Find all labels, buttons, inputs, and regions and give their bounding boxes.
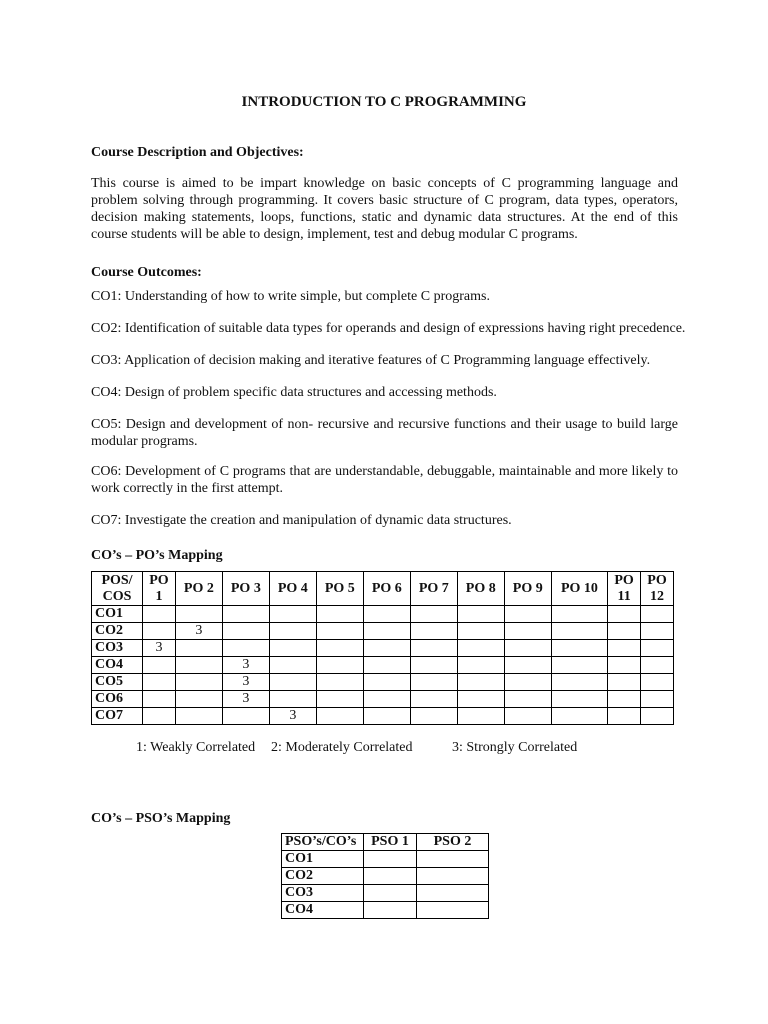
po-column-header: PO 12 [641, 572, 674, 606]
legend-weak: 1: Weakly Correlated [136, 740, 256, 755]
outcome-co5: CO5: Design and development of non- recursive and recursive functions and their usage to build large modular programs. [91, 417, 678, 449]
po-column-header: PO 10 [551, 572, 607, 606]
outcome-co1: CO1: Understanding of how to write simple, but complete C programs. [91, 289, 490, 304]
po-cell [551, 691, 607, 708]
outcome-co2: CO2: Identification of suitable data types for operands and design of expressions having right precedence. [91, 321, 686, 336]
po-cell [551, 674, 607, 691]
po-cell [143, 674, 176, 691]
po-mapping-heading: CO’s – PO’s Mapping [91, 548, 223, 563]
po-cell [363, 674, 410, 691]
po-table-row [92, 606, 674, 623]
po-cell: 3 [175, 623, 222, 640]
pso-cell [417, 902, 489, 919]
po-cell [551, 640, 607, 657]
po-cell [504, 640, 551, 657]
po-column-header: PO 8 [457, 572, 504, 606]
po-cell [363, 606, 410, 623]
po-cell [457, 623, 504, 640]
po-cell [608, 623, 641, 640]
po-cell [551, 657, 607, 674]
corner-line1: POS/ [101, 572, 133, 588]
po-cell [175, 691, 222, 708]
po-cell [175, 708, 222, 725]
po-cell [143, 623, 176, 640]
pso-cell [364, 902, 417, 919]
po-cell [457, 708, 504, 725]
po-cell [143, 606, 176, 623]
pso-corner-header: PSO’s/CO’s [282, 834, 364, 851]
outcome-co7: CO7: Investigate the creation and manipulation of dynamic data structures. [91, 513, 512, 528]
po-cell [551, 708, 607, 725]
po-cell [316, 708, 363, 725]
outcome-co4: CO4: Design of problem specific data structures and accessing methods. [91, 385, 497, 400]
pso-mapping-table [281, 833, 489, 919]
pso-cell [364, 851, 417, 868]
po-cell [551, 606, 607, 623]
row-label: CO4 [92, 657, 143, 674]
pso-table-row [282, 885, 489, 902]
po-cell [504, 606, 551, 623]
po-cell [457, 691, 504, 708]
po-cell [410, 623, 457, 640]
row-label: CO5 [92, 674, 143, 691]
corner-line2: COS [102, 588, 132, 604]
po-column-header: PO 5 [316, 572, 363, 606]
po-cell [551, 623, 607, 640]
pso-cell [417, 851, 489, 868]
po-header-row [92, 572, 674, 606]
po-cell [608, 674, 641, 691]
description-heading: Course Description and Objectives: [91, 145, 304, 160]
po-cell [143, 708, 176, 725]
outcome-co3: CO3: Application of decision making and iterative features of C Programming language effectively. [91, 353, 651, 368]
po-cell [143, 691, 176, 708]
po-cell [641, 691, 674, 708]
po-cell [504, 691, 551, 708]
po-cell [608, 606, 641, 623]
po-cell [269, 623, 316, 640]
po-cell [608, 708, 641, 725]
po-cell [316, 691, 363, 708]
row-label: CO3 [92, 640, 143, 657]
po-cell [316, 606, 363, 623]
pso-table-row [282, 868, 489, 885]
po-cell [222, 708, 269, 725]
po-cell [269, 606, 316, 623]
page-title: INTRODUCTION TO C PROGRAMMING [241, 94, 527, 110]
po-table-row [92, 623, 674, 640]
po-cell [316, 640, 363, 657]
po-cell [457, 674, 504, 691]
row-label: CO4 [282, 902, 364, 919]
row-label: CO2 [92, 623, 143, 640]
description-text: This course is aimed to be impart knowledge on basic concepts of C programming language and problem solving through programming. It covers basic structure of C program, data types, operators, decision making statements, loops, functions, static and dynamic data structures. At the end of this course students will be able to design, implement, test and debug modular C programs. [91, 176, 678, 242]
po-cell [175, 657, 222, 674]
pso-table-row [282, 851, 489, 868]
po-cell [363, 708, 410, 725]
po-column-header: PO 11 [608, 572, 641, 606]
po-cell [316, 657, 363, 674]
po-cell [457, 606, 504, 623]
po-cell [175, 606, 222, 623]
po-cell [504, 623, 551, 640]
po-cell [641, 708, 674, 725]
pso-header-row [282, 834, 489, 851]
legend-strong: 3: Strongly Correlated [452, 740, 578, 755]
pso-mapping-heading: CO’s – PSO’s Mapping [91, 811, 231, 826]
pso-table-row [282, 902, 489, 919]
po-cell: 3 [222, 657, 269, 674]
po-column-header: PO 2 [175, 572, 222, 606]
po-cell [608, 691, 641, 708]
po-cell [608, 657, 641, 674]
po-cell [175, 674, 222, 691]
po-cell [363, 640, 410, 657]
po-cell [222, 623, 269, 640]
po-cell [316, 623, 363, 640]
po-cell [504, 657, 551, 674]
po-table-row [92, 708, 674, 725]
po-cell [641, 623, 674, 640]
po-cell [641, 657, 674, 674]
po-table-row [92, 674, 674, 691]
po-cell [641, 640, 674, 657]
pso-column-header: PSO 1 [364, 834, 417, 851]
po-cell [363, 691, 410, 708]
outcome-co6: CO6: Development of C programs that are understandable, debuggable, maintainable and more likely to work correctly in the first attempt. [91, 464, 678, 496]
po-cell [363, 623, 410, 640]
po-cell [410, 708, 457, 725]
pso-cell [364, 868, 417, 885]
row-label: CO3 [282, 885, 364, 902]
pso-cell [417, 868, 489, 885]
po-cell: 3 [143, 640, 176, 657]
po-column-header: PO 4 [269, 572, 316, 606]
po-cell [641, 674, 674, 691]
po-mapping-table [91, 571, 674, 725]
po-column-header: PO 6 [363, 572, 410, 606]
po-cell [222, 606, 269, 623]
po-cell [269, 657, 316, 674]
po-cell [457, 640, 504, 657]
pso-cell [364, 885, 417, 902]
row-label: CO1 [282, 851, 364, 868]
po-table-row [92, 640, 674, 657]
po-column-header: PO 3 [222, 572, 269, 606]
po-cell [410, 691, 457, 708]
po-cell [410, 640, 457, 657]
po-cell: 3 [222, 691, 269, 708]
po-cell [457, 657, 504, 674]
row-label: CO2 [282, 868, 364, 885]
po-cell: 3 [222, 674, 269, 691]
po-cell [269, 691, 316, 708]
po-cell [608, 640, 641, 657]
po-cell [363, 657, 410, 674]
outcomes-heading: Course Outcomes: [91, 265, 202, 280]
po-cell [641, 606, 674, 623]
row-label: CO7 [92, 708, 143, 725]
row-label: CO1 [92, 606, 143, 623]
po-cell [175, 640, 222, 657]
po-cell [504, 708, 551, 725]
po-cell [143, 657, 176, 674]
row-label: CO6 [92, 691, 143, 708]
pso-column-header: PSO 2 [417, 834, 489, 851]
po-table-row [92, 691, 674, 708]
po-column-header: PO 7 [410, 572, 457, 606]
po-cell [410, 674, 457, 691]
po-cell [410, 657, 457, 674]
po-column-header: PO 1 [143, 572, 176, 606]
po-column-header: PO 9 [504, 572, 551, 606]
pso-cell [417, 885, 489, 902]
po-cell [316, 674, 363, 691]
po-cell [504, 674, 551, 691]
po-table-row [92, 657, 674, 674]
po-cell: 3 [269, 708, 316, 725]
po-cell [410, 606, 457, 623]
po-cell [269, 640, 316, 657]
po-cell [269, 674, 316, 691]
po-table-corner-header [92, 572, 143, 606]
legend-moderate: 2: Moderately Correlated [271, 740, 413, 755]
po-cell [222, 640, 269, 657]
